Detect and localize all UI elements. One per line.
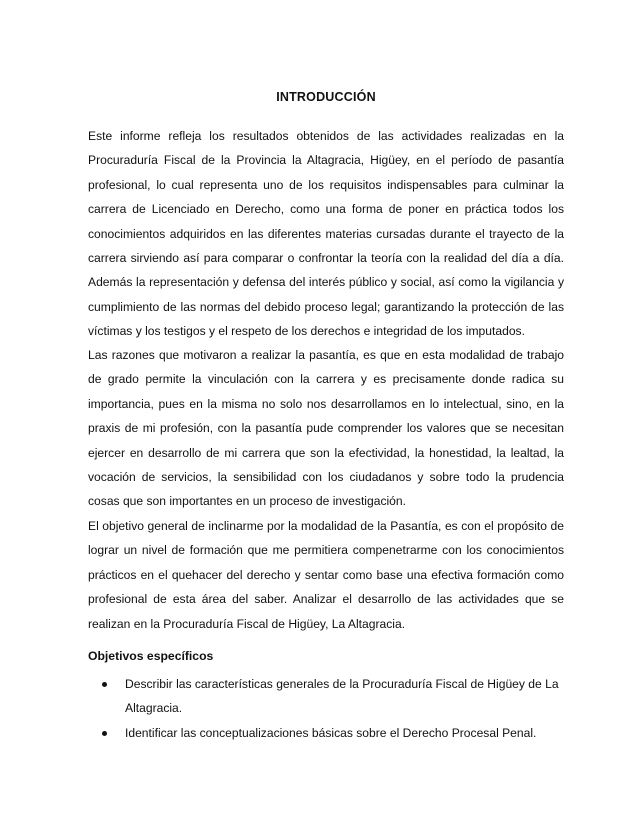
page-title: INTRODUCCIÓN (276, 90, 376, 104)
objective-text: Identificar las conceptualizaciones básicas sobre el Derecho Procesal Penal. (125, 725, 537, 740)
list-item (88, 721, 564, 745)
bullet-icon (102, 731, 107, 736)
bullet-icon (102, 682, 107, 687)
paragraph-reasons: Las razones que motivaron a realizar la pasantía, es que en esta modalidad de trabajo de grado permite la vinculación con la carrera y es precisamente donde radica su importancia, pues en la misma no solo nos desarrollamos en lo intelectual, sino, en la praxis de mi profesión, con la pasantía pude comprender los valores que se necesitan ejercer en desarrollo de mi carrera que son la efectividad, la honestidad, la lealtad, la vocación de servicios, la sensibilidad con los ciudadanos y sobre todo la prudencia cosas que son importantes en un proceso de investigación. (88, 348, 564, 509)
list-item (88, 672, 564, 721)
objectives-list (88, 672, 564, 745)
paragraph-intro: Este informe refleja los resultados obtenidos de las actividades realizadas en la Procuraduría Fiscal de la Provincia la Altagracia, Higüey, en el período de pasantía profesional, lo cual representa uno de los requisitos indispensables para culminar la carrera de Licenciado en Derecho, como una forma de poner en práctica todos los conocimientos adquiridos en las diferentes materias cursadas durante el trayecto de la carrera sirviendo así para comparar o confrontar la teoría con la realidad del día a día. Además la representación y defensa del interés público y social, así como la vigilancia y cumplimiento de las normas del debido proceso legal; garantizando la protección de las víctimas y los testigos y el respeto de los derechos e integridad de los imputados. (88, 129, 564, 339)
objectives-heading: Objetivos específicos (88, 649, 214, 663)
objective-text: Describir las características generales de la Procuraduría Fiscal de Higüey de La Altagracia. (125, 677, 559, 716)
paragraph-general-objective: El objetivo general de inclinarme por la modalidad de la Pasantía, es con el propósito de lograr un nivel de formación que me permitiera compenetrarme con los conocimientos prácticos en el quehacer del derecho y sentar como base una efectiva formación como profesional de esta área del saber. Analizar el desarrollo de las actividades que se realizan en la Procuraduría Fiscal de Higüey, La Altagracia. (88, 519, 564, 631)
